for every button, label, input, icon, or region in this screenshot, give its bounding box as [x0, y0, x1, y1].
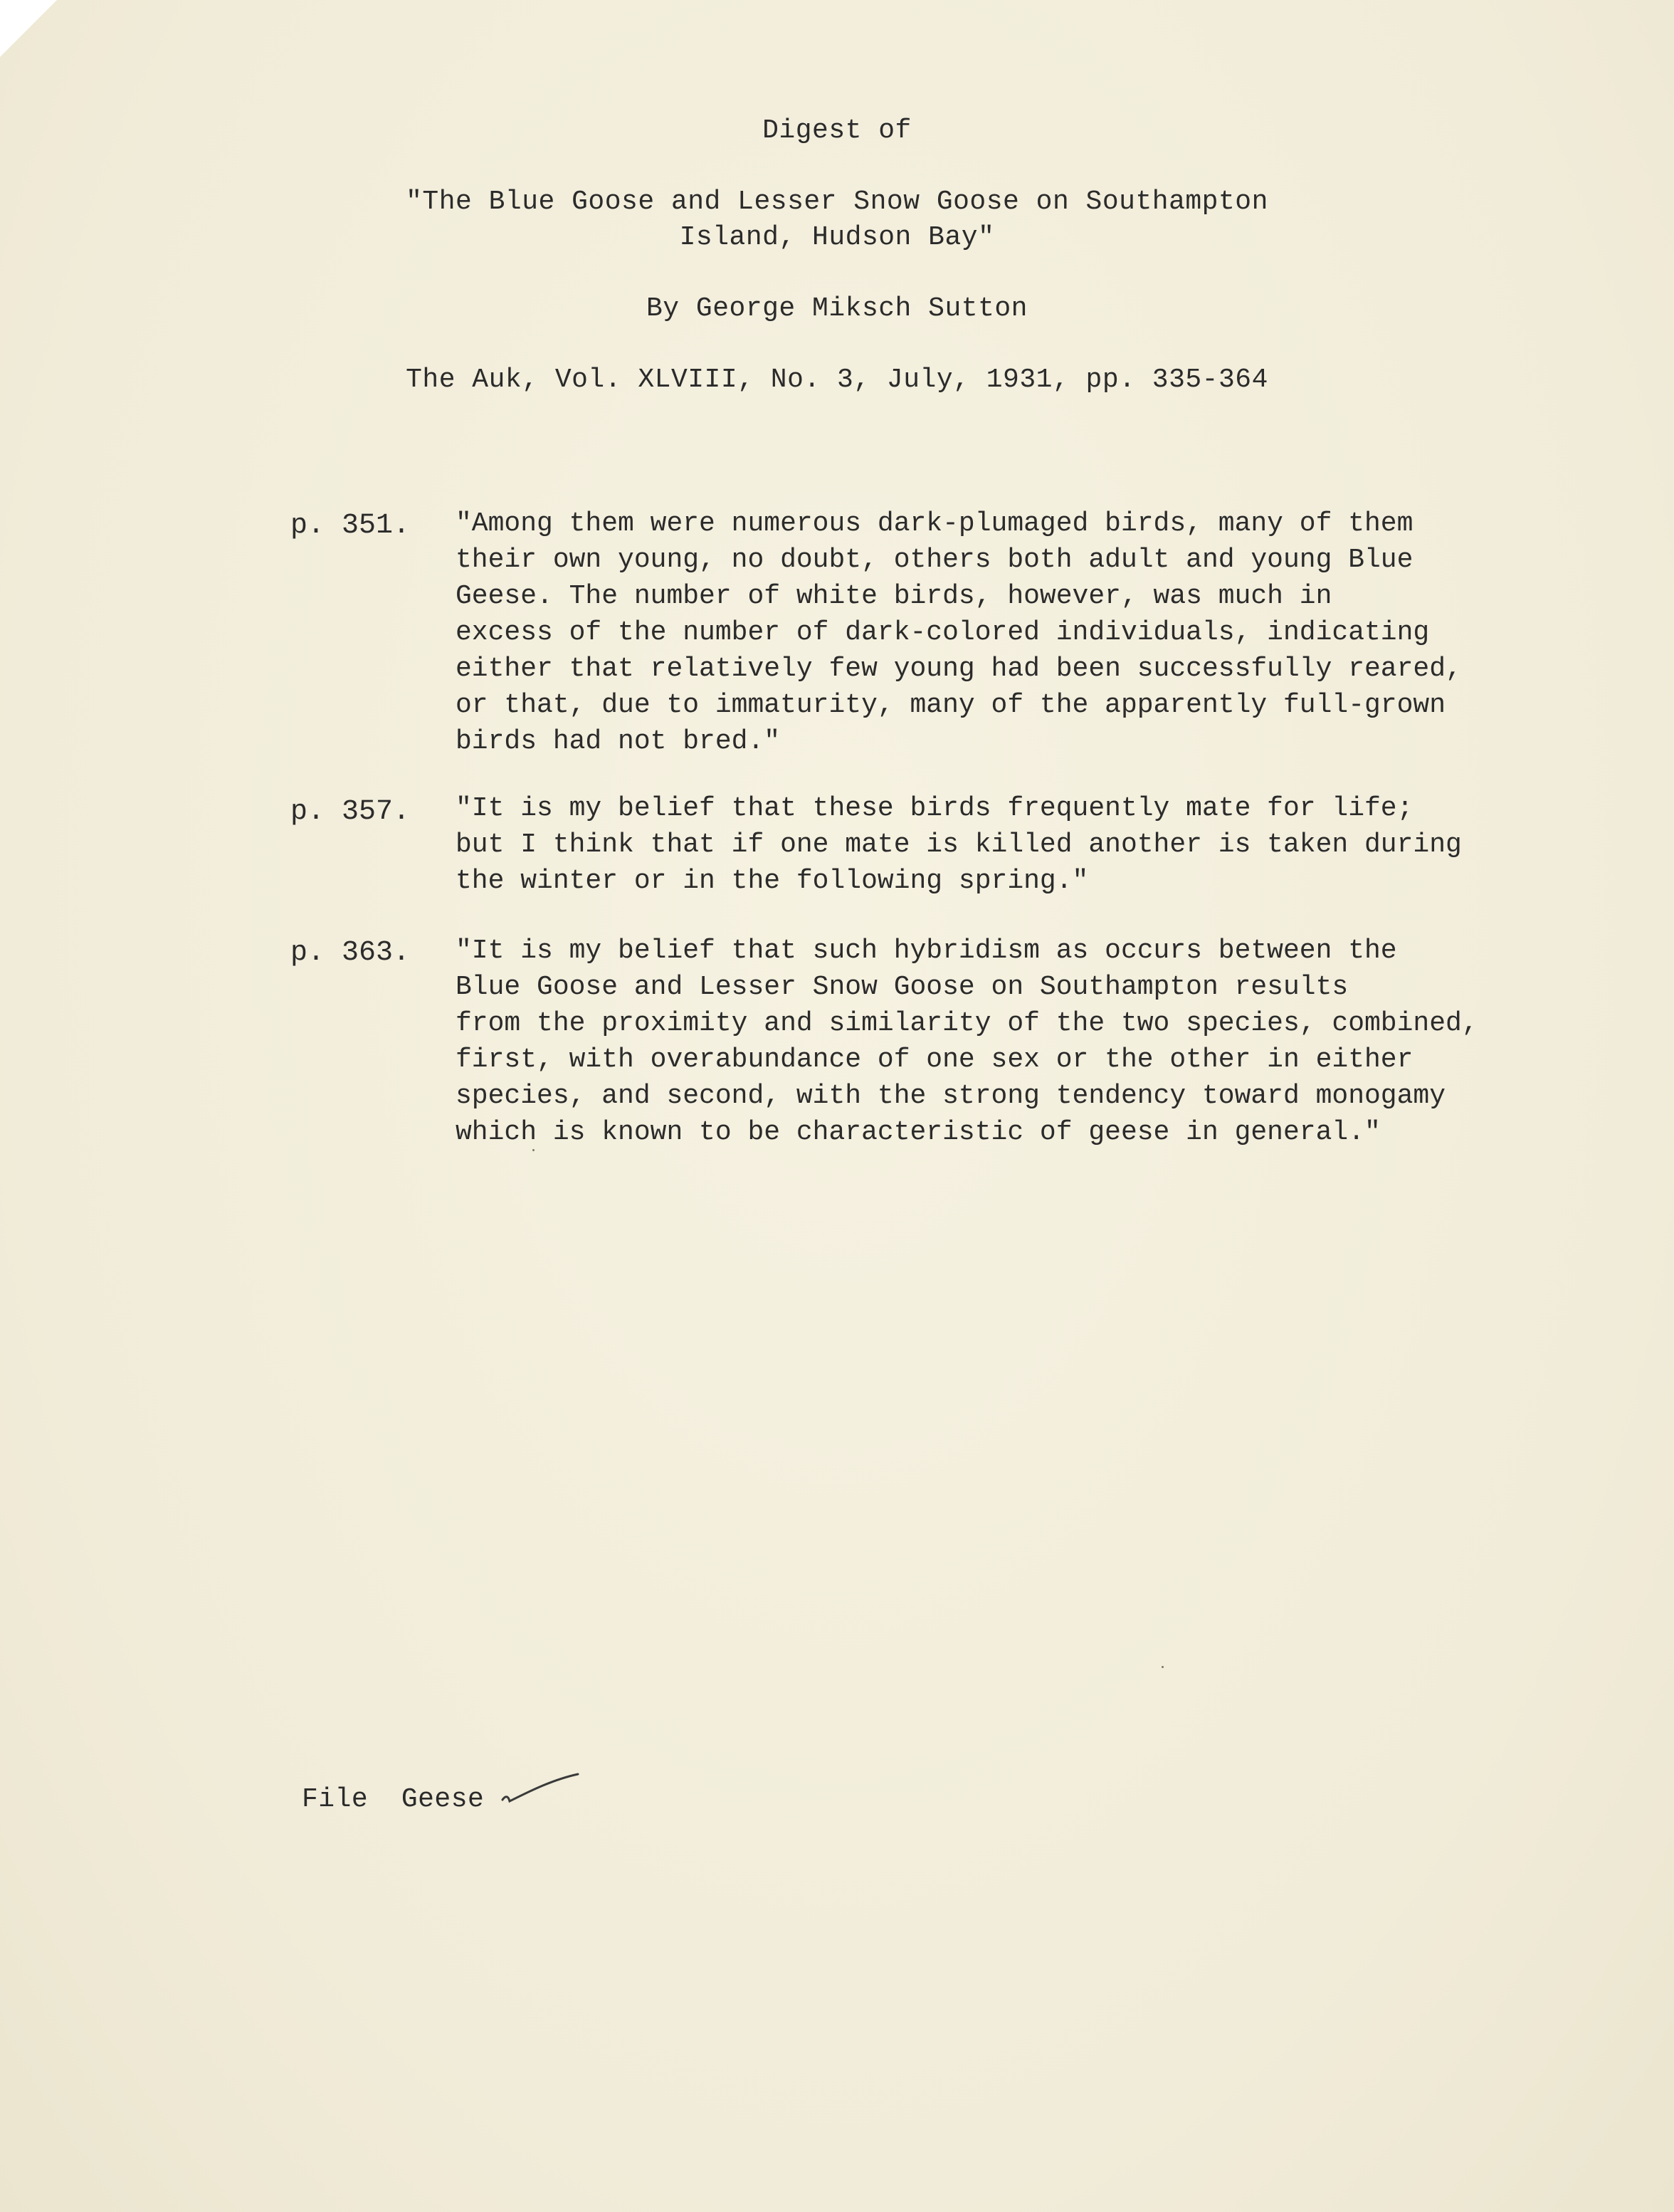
file-label: File Geese [302, 1784, 485, 1815]
citation-line: The Auk, Vol. XLVIII, No. 3, July, 1931, pp. 335-364 [406, 365, 1268, 395]
title-line-1: "The Blue Goose and Lesser Snow Goose on Southampton [406, 187, 1268, 217]
title-line-2: Island, Hudson Bay" [679, 222, 995, 253]
author-line: By George Miksch Sutton [646, 293, 1028, 324]
quote-363: "It is my belief that such hybridism as occurs between the Blue Goose and Lesser Snow Goose on Southampton results from the proximity and similarity of the two species, combined, first, with overabundance of one sex or the other in either species, and second, with the strong tendency toward monogamy which is known to be characteristic of geese in general." [456, 935, 1478, 1148]
paper-speck [532, 1149, 535, 1151]
quote-351: "Among them were numerous dark-plumaged birds, many of them their own young, no doubt, others both adult and young Blue Geese. The number of white birds, however, was much in excess of the number of dark-colored individuals, indicating either that relatively few young had been successfully reared, or that, due to immaturity, many of the apparently full-grown birds had not bred." [456, 508, 1462, 757]
page-ref-357: p. 357. [290, 796, 411, 828]
paper-speck [1162, 1666, 1164, 1668]
checkmark-icon [498, 1771, 584, 1814]
page-ref-351: p. 351. [290, 510, 411, 542]
digest-label: Digest of [762, 115, 912, 146]
quote-357: "It is my belief that these birds frequently mate for life; but I think that if one mate is killed another is taken during the winter or in the following spring." [456, 793, 1462, 896]
page-ref-363: p. 363. [290, 937, 411, 969]
page-corner [0, 0, 57, 57]
